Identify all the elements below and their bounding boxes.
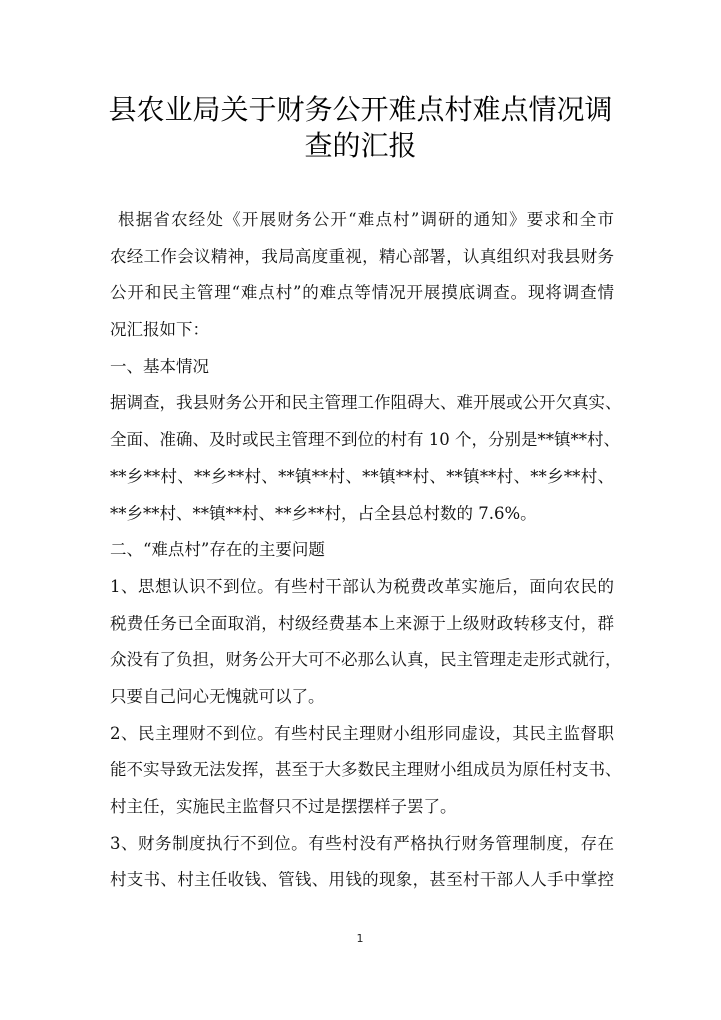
body-text-line: 村支书、村主任收钱、管钱、用钱的现象，甚至村干部人人手中掌控 (110, 870, 614, 890)
body-text-line: 全面、准确、及时或民主管理不到位的村有 10 个，分别是**镇**村、 (110, 430, 620, 450)
document-body (110, 202, 622, 899)
body-text-line: 1、思想认识不到位。有些村干部认为税费改革实施后，面向农民的 (110, 576, 614, 596)
title-line-2: 查的汇报 (304, 129, 417, 162)
body-text-line: 税费任务已全面取消，村级经费基本上来源于上级财政转移支付，群 (110, 613, 614, 633)
title-line-1: 县农业局关于财务公开难点村难点情况调 (108, 93, 613, 126)
body-text-line: **乡**村、**镇**村、**乡**村，占全县总村数的 7.6%。 (110, 503, 537, 523)
body-text-line: 公开和民主管理“难点村”的难点等情况开展摸底调查。现将调查情 (110, 283, 614, 303)
body-text-line: 众没有了负担，财务公开大可不必那么认真，民主管理走走形式就行， (110, 650, 622, 670)
body-text-line: 根据省农经处《开展财务公开“难点村”调研的通知》要求和全市 (118, 210, 614, 229)
document-title (100, 92, 621, 164)
body-text-line: 二、“难点村”存在的主要问题 (110, 540, 325, 560)
page-number: 1 (356, 932, 364, 945)
body-text-line: 一、基本情况 (110, 356, 209, 376)
body-text-line: 村主任，实施民主监督只不过是摆摆样子罢了。 (110, 797, 457, 816)
body-text-line: 据调查，我县财务公开和民主管理工作阻碍大、难开展或公开欠真实、 (110, 393, 622, 413)
body-text-line: 农经工作会议精神，我局高度重视，精心部署，认真组织对我县财务 (110, 246, 614, 266)
body-text-line: 况汇报如下： (110, 320, 209, 340)
body-text-line: 3、财务制度执行不到位。有些村没有严格执行财务管理制度，存在 (110, 833, 614, 853)
body-text-line: 能不实导致无法发挥，甚至于大多数民主理财小组成员为原任村支书、 (110, 760, 622, 780)
body-text-line: 只要自己问心无愧就可以了。 (110, 686, 325, 706)
body-text-line: 2、民主理财不到位。有些村民主理财小组形同虚设，其民主监督职 (110, 723, 614, 743)
body-text-line: **乡**村、**乡**村、**镇**村、**镇**村、**镇**村、**乡**村、 (110, 466, 614, 486)
